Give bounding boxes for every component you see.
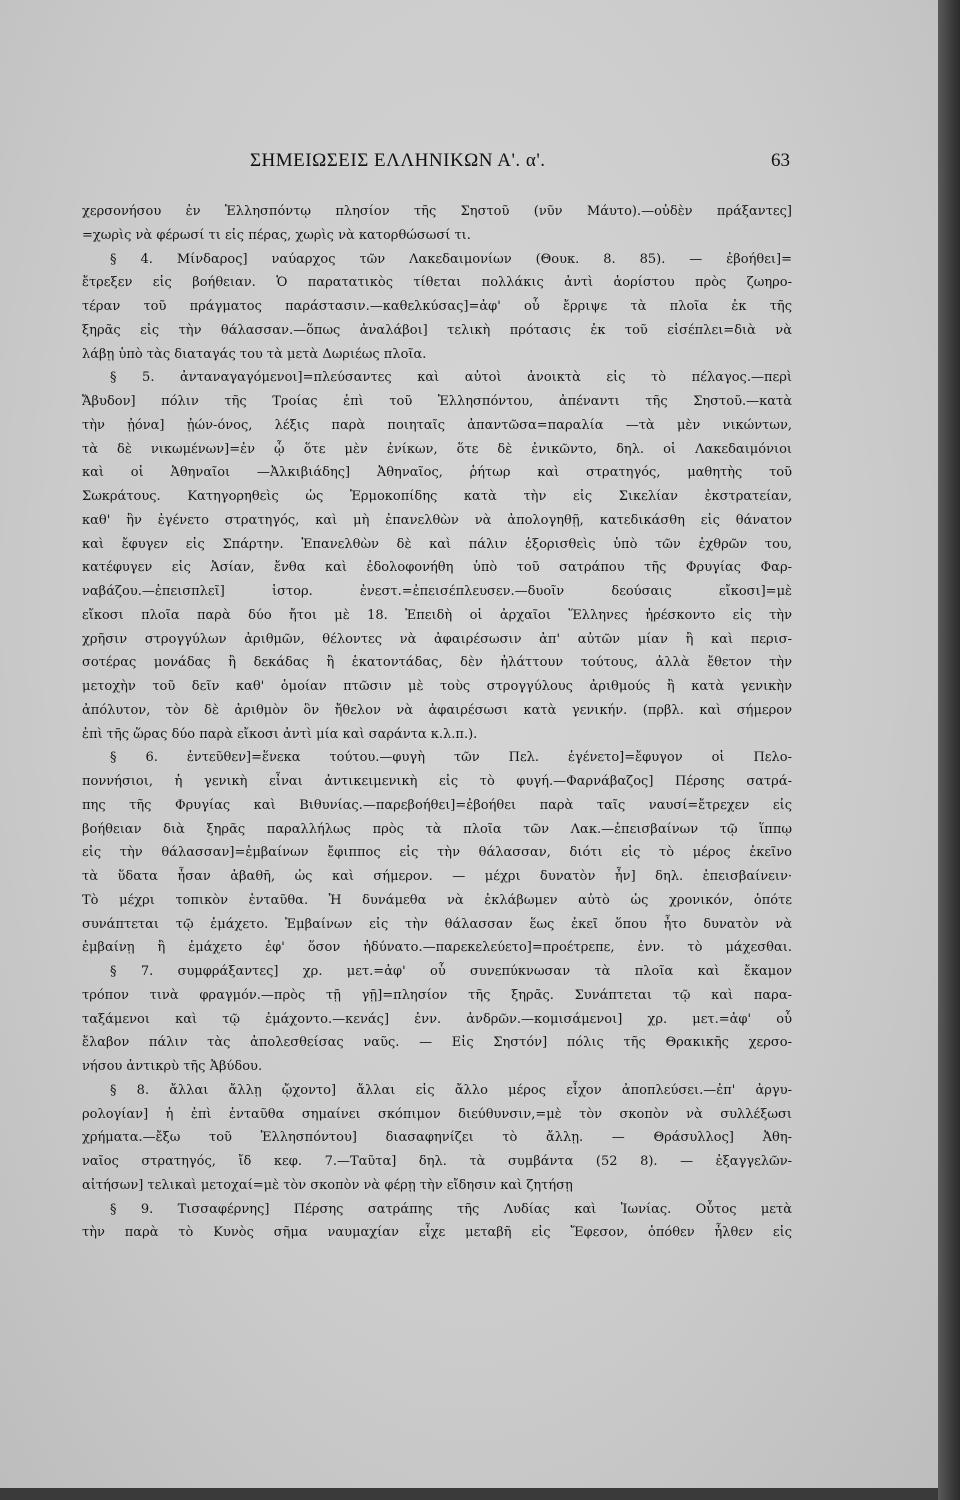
page-number: 63 [771, 150, 790, 171]
text-line: Σωκράτους. Κατηγορηθεὶς ὡς Ἑρμοκοπίδης κατὰ τὴν εἰς Σικελίαν ἐκστρατείαν, [82, 489, 792, 504]
text-line: τὴν ᾐόνα] ᾐών-όνος, λέξις παρὰ ποιηταῖς ἀπαντῶσα=παραλία —τὰ μὲν νικώντων, [82, 417, 792, 433]
text-line: μετοχὴν τοῦ δεῖν καθ' ὁμοίαν πτῶσιν μὲ τοὺς στρογγύλους ἀριθμούς ἢ κατὰ γενικὴν [82, 679, 792, 694]
text-line: ξηρᾶς εἰς τὴν θάλασσαν.—ὅπως ἀναλάβοι] τελικὴ πρότασις ἐκ τοῦ εἰσέπλει=διὰ νὰ [82, 322, 792, 338]
text-line: αἰτήσων] τελικαὶ μετοχαί=μὲ τὸν σκοπὸν νὰ φέρῃ τὴν εἴδησιν καὶ ζητήσῃ [82, 1177, 573, 1193]
text-line: εἰς τὴν θάλασσαν]=ἐμβαίνων ἔφιππος εἰς τὴν θάλασσαν, διότι εἰς τὸ μέρος ἐκεῖνο [82, 845, 792, 861]
text-line: § 8. ἄλλαι ἄλλῃ ᾤχοντο] ἄλλαι εἰς ἄλλο μέρος εἶχον ἀποπλεύσει.—ἐπ' ἀργυ- [110, 1082, 792, 1098]
text-line: καθ' ἣν ἐγένετο στρατηγός, καὶ μὴ ἐπανελθὼν νὰ ἀπολογηθῇ, κατεδικάσθη εἰς θάνατον [82, 512, 792, 528]
text-line: λάβῃ ὑπὸ τὰς διαταγάς του τὰ μετὰ Δωριέως πλοῖα. [82, 346, 427, 362]
text-line: καὶ ἔφυγεν εἰς Σπάρτην. Ἐπανελθὼν δὲ καὶ πάλιν ἐξορισθεὶς ὑπὸ τῶν ἐχθρῶν του, [82, 536, 792, 552]
text-line: τὰ ὕδατα ἦσαν ἀβαθῆ, ὡς καὶ σήμερον. — μέχρι δυνατὸν ἦν] δηλ. ἐπεισβαίνειν· [82, 869, 792, 884]
page-header [80, 150, 790, 180]
text-line: χρήματα.—ἔξω τοῦ Ἑλλησπόντου] διασαφηνίζει τὸ ἄλλῃ. — Θράσυλλος] Ἀθη- [82, 1130, 792, 1146]
text-line: § 5. ἀνταναγαγόμενοι]=πλεύσαντες καὶ αὐτοὶ ἀνοικτὰ εἰς τὸ πέλαγος.—περὶ [110, 370, 792, 386]
text-line: τὰ δὲ νικωμένων]=ἐν ᾧ ὅτε μὲν ἐνίκων, ὅτε δὲ ἐνικῶντο, δηλ. οἱ Λακεδαιμόνιοι [82, 441, 792, 457]
text-line: § 6. ἐντεῦθεν]=ἕνεκα τούτου.—φυγὴ τῶν Πελ. ἐγένετο]=ἔφυγον οἱ Πελο- [110, 750, 792, 766]
text-line: ἀπόλυτον, τὸν δὲ ἀριθμὸν ὃν ἤθελον νὰ ἀφαιρέσωσι κατὰ γενικήν. (πρβλ. καὶ σήμερον [82, 702, 792, 718]
text-line: κατέφυγεν εἰς Ἀσίαν, ἔνθα καὶ ἐδολοφονήθη ὑπὸ τοῦ σατράπου τῆς Φρυγίας Φαρ- [82, 560, 792, 576]
text-line: σοτέρας μονάδας ἢ δεκάδας ἢ ἑκατοντάδας, δὲν ἠλάττουν τούτους, ἀλλὰ ἔθετον τὴν [82, 655, 792, 671]
text-line: βοήθειαν διὰ ξηρᾶς παραλλήλως πρὸς τὰ πλοῖα τῶν Λακ.—ἐπεισβαίνων τῷ ἵππῳ [82, 821, 792, 837]
text-line: χρῆσιν στρογγύλων ἀριθμῶν, θέλοντες νὰ ἀφαιρέσωσιν ἀπ' αὐτῶν μίαν ἢ καὶ περισ- [82, 631, 792, 647]
text-line: § 7. συμφράξαντες] χρ. μετ.=ἀφ' οὗ συνεπύκνωσαν τὰ πλοῖα καὶ ἔκαμον [110, 964, 792, 979]
text-line: νήσου ἀντικρὺ τῆς Ἀβύδου. [82, 1059, 263, 1074]
text-line: τρόπον τινὰ φραγμόν.—πρὸς τῇ γῇ]=πλησίον τῆς ξηρᾶς. Συνάπτεται τῷ καὶ παρα- [82, 987, 792, 1003]
text-line: χερσονήσου ἐν Ἑλλησπόντῳ πλησίον τῆς Σηστοῦ (νῦν Μάυτο).—οὐδὲν πράξαντες] [82, 204, 792, 219]
scan-dark-edge [938, 0, 960, 1500]
running-title: ΣΗΜΕΙΩΣΕΙΣ ΕΛΛΗΝΙΚΩΝ Α'. α'. [250, 150, 546, 171]
text-line: ἔλαβον πάλιν τὰς ἀπολεσθείσας ναῦς. — Εἰς Σηστόν] πόλις τῆς Θρακικῆς χερσο- [82, 1035, 792, 1051]
text-line: Ἄβυδον] πόλιν τῆς Τροίας ἐπὶ τοῦ Ἑλλησπόντου, ἀπέναντι τῆς Σηστοῦ.—κατὰ [82, 394, 792, 409]
text-line: ἐπὶ τῆς ὥρας δύο παρὰ εἴκοσι ἀντὶ μία καὶ σαράντα κ.λ.π.). [82, 726, 478, 742]
text-line: § 4. Μίνδαρος] ναύαρχος τῶν Λακεδαιμονίων (Θουκ. 8. 85). — ἐβοήθει]= [110, 251, 792, 267]
text-line: τὴν παρὰ τὸ Κυνὸς σῆμα ναυμαχίαν εἶχε μεταβῆ εἰς Ἔφεσον, ὁπόθεν ἦλθεν εἰς [82, 1225, 792, 1241]
text-line: Τὸ μέχρι τοπικὸν ἐνταῦθα. Ἡ δυνάμεθα νὰ ἐκλάβωμεν αὐτὸ ὡς χρονικόν, ὁπότε [82, 892, 792, 908]
text-line: ποννήσιοι, ἡ γενικὴ εἶναι ἀντικειμενικὴ εἰς τὸ φυγή.—Φαρνάβαζος] Πέρσης σατρά- [82, 774, 792, 789]
text-line: § 9. Τισσαφέρνης] Πέρσης σατράπης τῆς Λυδίας καὶ Ἰωνίας. Οὗτος μετὰ [110, 1201, 792, 1217]
text-line: ἐμβαίνῃ ἢ ἐμάχετο ἐφ' ὅσον ἠδύνατο.—παρεκελεύετο]=προέτρεπε, ἐνν. τὸ μάχεσθαι. [82, 940, 792, 956]
text-line: ναβάζου.—ἐπεισπλεῖ] ἱστορ. ἐνεστ.=ἐπεισέπλευσεν.—δυοῖν δεούσαις εἴκοσι]=μὲ [82, 584, 792, 599]
text-line: ταξάμενοι καὶ τῷ ἐμάχοντο.—κενάς] ἐνν. ἀνδρῶν.—κομισάμενοι] χρ. μετ.=ἀφ' οὗ [82, 1011, 792, 1027]
text-line: ναῖος στρατηγός, ἴδ κεφ. 7.—Ταῦτα] δηλ. τὰ συμβάντα (52 8). — ἐξαγγελῶν- [82, 1154, 792, 1169]
text-line: =χωρὶς νὰ φέρωσί τι εἰς πέρας, χωρὶς νὰ κατορθώσωσί τι. [82, 227, 471, 243]
notes-text-block [82, 200, 792, 1245]
text-line: καὶ οἱ Ἀθηναῖοι —Ἀλκιβιάδης] Ἀθηναῖος, ῥήτωρ καὶ στρατηγός, μαθητὴς τοῦ [82, 465, 792, 481]
text-line: ἔτρεξεν εἰς βοήθειαν. Ὁ παρατατικὸς τίθεται πολλάκις ἀντὶ ἀορίστου πρὸς ζωηρο- [82, 275, 792, 291]
text-line: εἴκοσι πλοῖα παρὰ δύο ἤτοι μὲ 18. Ἐπειδὴ οἱ ἀρχαῖοι Ἕλληνες ἠρέσκοντο εἰς τὴν [82, 607, 792, 623]
text-line: συνάπτεται τῷ ἐμάχετο. Ἐμβαίνων εἰς τὴν θάλασσαν ἕως ἐκεῖ ὅπου ἦτο δυνατὸν νὰ [82, 916, 792, 932]
text-line: ρολογίαν] ἡ ἐπὶ ἐνταῦθα σημαίνει σκόπιμον διεύθυνσιν,=μὲ τὸν σκοπὸν νὰ συλλέξωσι [82, 1106, 792, 1122]
text-line: τέραν τοῦ πράγματος παράστασιν.—καθελκύσας]=ἀφ' οὗ ἔρριψε τὰ πλοῖα ἐκ τῆς [82, 299, 792, 314]
text-line: πης τῆς Φρυγίας καὶ Βιθυνίας.—παρεβοήθει]=ἐβοήθει παρὰ ταῖς ναυσί=ἔτρεχεν εἰς [82, 797, 792, 813]
